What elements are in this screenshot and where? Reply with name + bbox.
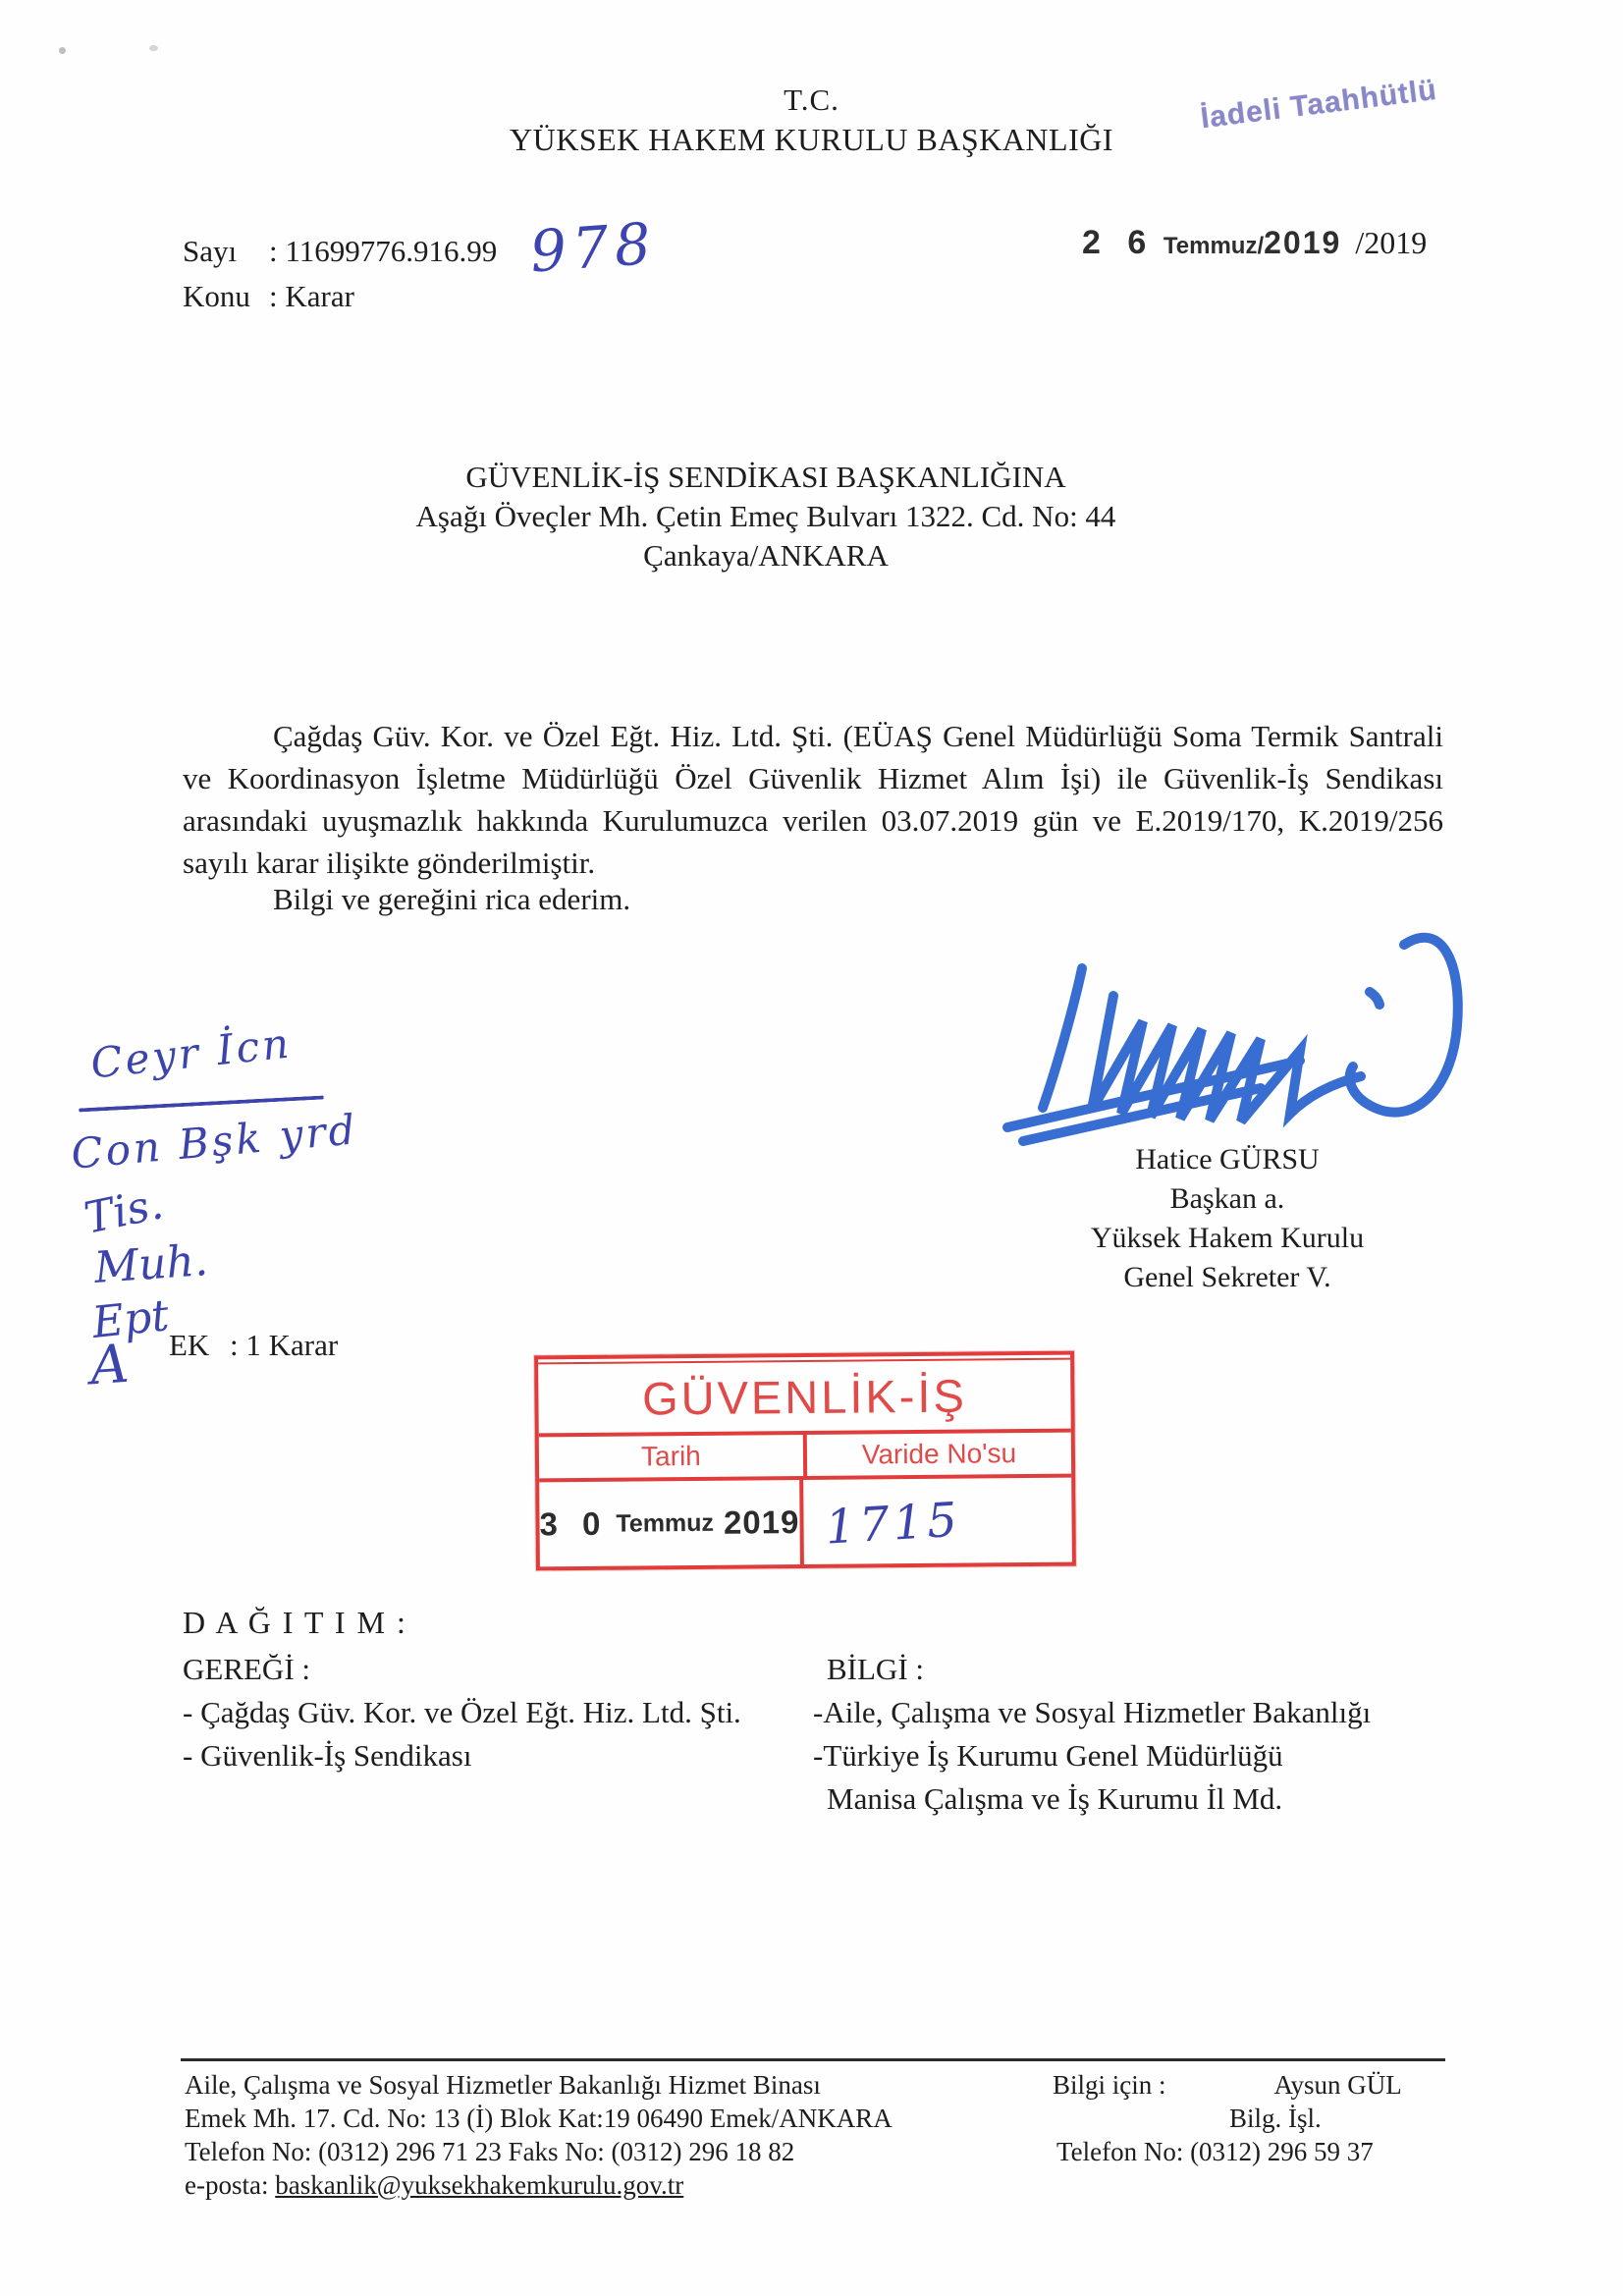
handwritten-note-3: Tis. xyxy=(80,1178,168,1244)
receipt-stamp xyxy=(534,1351,1076,1571)
footer-email-label: e-posta: xyxy=(185,2170,276,2200)
receipt-stamp-organization: GÜVENLİK-İŞ xyxy=(538,1358,1071,1438)
date-stamp-year: 2019 xyxy=(1264,225,1342,260)
handwritten-document-number: 978 xyxy=(527,209,659,286)
handwritten-note-2: Con Bşk yrd xyxy=(69,1105,360,1178)
body-paragraph: Çağdaş Güv. Kor. ve Özel Eğt. Hiz. Ltd. Şti. (EÜAŞ Genel Müdürlüğü Soma Termik Santrali ve Koordinasyon İşletme Müdürlüğü Özel Güvenlik Hizmet Alım İşi) ile Güvenlik-İş Sendikası arasındaki uyuşmazlık hakkında Kurulumuzca verilen 03.07.2019 gün ve E.2019/170, K.2019/256 sayılı karar ilişikte gönderilmiştir. xyxy=(183,719,1443,880)
handwritten-note-5: Ept xyxy=(89,1290,172,1348)
receipt-stamp-date xyxy=(539,1480,804,1566)
scan-speck xyxy=(59,47,66,54)
footer-contact-phone: Telefon No: (0312) 296 59 37 xyxy=(1056,2137,1374,2166)
footer-address-2: Emek Mh. 17. Cd. No: 13 (İ) Blok Kat:19 06490 Emek/ANKARA xyxy=(185,2104,893,2133)
attachment-label: EK xyxy=(169,1328,210,1362)
footer-contact-name: Aysun GÜL xyxy=(1273,2070,1402,2100)
receipt-varide-number: 1715 xyxy=(823,1492,963,1556)
footer-email-address: baskanlik@yuksekhakemkurulu.gov.tr xyxy=(275,2170,684,2200)
konu-line xyxy=(183,279,354,314)
letterhead-organization: YÜKSEK HAKEM KURULU BAŞKANLIĞI xyxy=(510,122,1113,157)
receipt-date-month: Temmuz xyxy=(616,1508,715,1538)
handwritten-note-6: A xyxy=(87,1332,132,1397)
date-stamp-day: 2 6 xyxy=(1082,224,1156,261)
footer-phone-fax: Telefon No: (0312) 296 71 23 Faks No: (0312) 296 18 82 xyxy=(185,2137,795,2166)
date-line xyxy=(1082,224,1427,262)
receipt-date-day: 3 0 xyxy=(539,1504,609,1543)
postal-stamp-iadeli-taahhutlu: İadeli Taahhütlü xyxy=(1199,73,1439,136)
konu-label: Konu xyxy=(183,279,250,313)
geregi-label: GEREĞİ : xyxy=(183,1652,311,1686)
handwritten-note-1: Ceyr İcn xyxy=(88,1018,295,1088)
closing-sentence: Bilgi ve gereğini rica ederim. xyxy=(273,882,631,916)
recipient-name: GÜVENLİK-İŞ SENDİKASI BAŞKANLIĞINA xyxy=(465,460,1066,494)
footer-contact-label: Bilgi için : xyxy=(1053,2070,1166,2100)
footer-email-line xyxy=(185,2170,683,2201)
attachment-line xyxy=(169,1328,338,1363)
footer-divider xyxy=(181,2058,1445,2061)
date-stamp xyxy=(1082,226,1341,260)
bilgi-label: BİLGİ : xyxy=(827,1652,925,1686)
footer-contact-title: Bilg. İşl. xyxy=(1229,2104,1322,2133)
signer-title-2: Yüksek Hakem Kurulu xyxy=(1090,1222,1365,1254)
bilgi-item: Manisa Çalışma ve İş Kurumu İl Md. xyxy=(827,1781,1283,1816)
footer-address-1: Aile, Çalışma ve Sosyal Hizmetler Bakanlığı Hizmet Binası xyxy=(185,2070,821,2100)
date-stamp-month: Temmuz/ xyxy=(1163,233,1265,259)
signer-title-3: Genel Sekreter V. xyxy=(1123,1261,1331,1293)
signer-title-1: Başkan a. xyxy=(1169,1182,1285,1215)
scan-speck xyxy=(149,45,158,51)
bilgi-item: -Türkiye İş Kurumu Genel Müdürlüğü xyxy=(813,1738,1283,1773)
konu-value: : Karar xyxy=(269,279,354,313)
sayi-value: : 11699776.916.99 xyxy=(269,234,498,268)
sayi-label: Sayı xyxy=(183,234,238,268)
handwritten-note-4: Muh. xyxy=(92,1235,210,1293)
letterhead-republic: T.C. xyxy=(784,82,839,117)
receipt-stamp-col-varide: Varide No'su xyxy=(861,1438,1017,1470)
receipt-date-year: 2019 xyxy=(723,1503,800,1541)
geregi-item: - Güvenlik-İş Sendikası xyxy=(183,1738,472,1773)
receipt-stamp-col-tarih: Tarih xyxy=(539,1435,807,1478)
date-printed-year: /2019 xyxy=(1355,225,1428,260)
bilgi-item: -Aile, Çalışma ve Sosyal Hizmetler Bakanlığı xyxy=(813,1695,1372,1729)
geregi-item: - Çağdaş Güv. Kor. ve Özel Eğt. Hiz. Ltd. Şti. xyxy=(183,1695,741,1729)
distribution-title: D A Ğ I T I M : xyxy=(183,1605,407,1640)
attachment-value: : 1 Karar xyxy=(230,1328,339,1362)
handwritten-underline xyxy=(79,1095,324,1112)
footer-contact-line xyxy=(1053,2070,1402,2101)
recipient-address: Aşağı Öveçler Mh. Çetin Emeç Bulvarı 1322. Cd. No: 44 xyxy=(415,499,1116,533)
recipient-city: Çankaya/ANKARA xyxy=(643,538,889,573)
sayi-line xyxy=(183,234,497,269)
signer-name: Hatice GÜRSU xyxy=(1135,1143,1320,1175)
signature-scribble xyxy=(994,911,1475,1162)
